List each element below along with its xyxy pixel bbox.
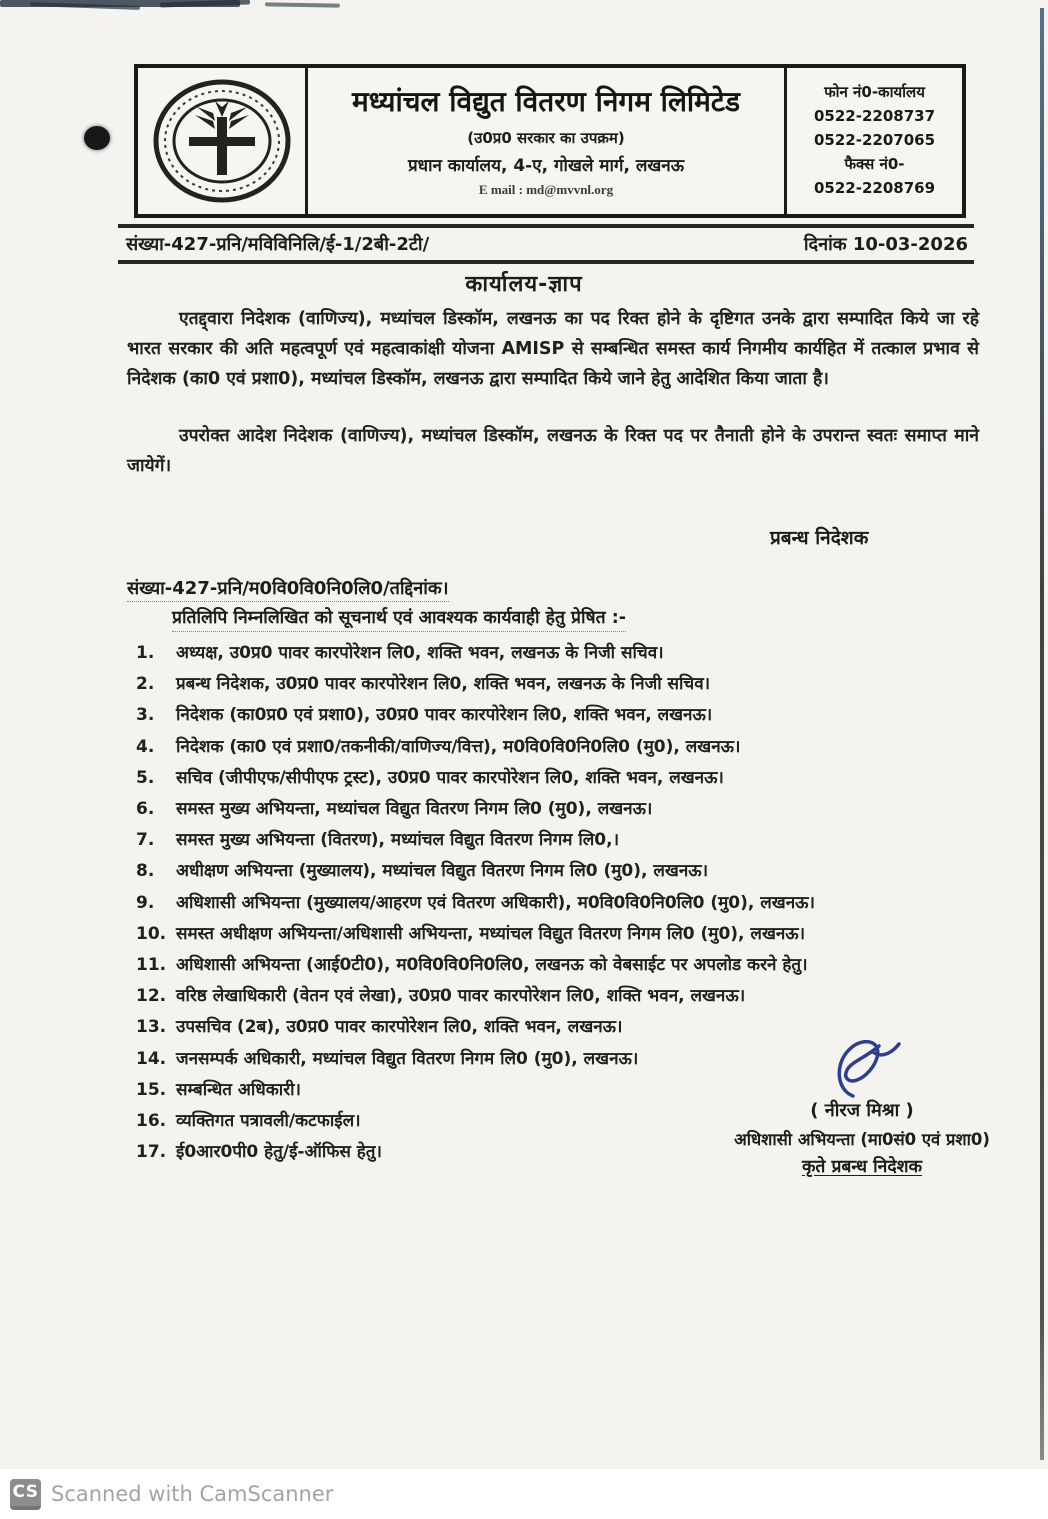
camscanner-badge-icon: CS	[10, 1479, 41, 1510]
signatory-name: ( नीरज मिश्रा )	[810, 1100, 914, 1121]
item-text: अध्यक्ष, उ0प्र0 पावर कारपोरेशन लि0, शक्ति भवन, लखनऊ के निजी सचिव।	[176, 643, 664, 663]
item-number: 11.	[136, 955, 167, 976]
item-text: समस्त मुख्य अभियन्ता, मध्यांचल विद्युत वितरण निगम लि0 (मु0), लखनऊ।	[176, 799, 653, 820]
item-text: अधिशासी अभियन्ता (मुख्यालय/आहरण एवं वितरण अधिकारी), म0वि0वि0नि0लि0 (मु0), लखनऊ।	[176, 892, 815, 913]
item-text: ई0आर0पी0 हेतु/ई-ऑफिस हेतु।	[176, 1142, 382, 1163]
org-subtitle: (उ0प्र0 सरकार का उपक्रम)	[467, 129, 625, 147]
item-number: 10.	[136, 923, 167, 944]
item-number: 6.	[136, 799, 155, 820]
fax-label: फैक्स नं0-	[844, 155, 905, 173]
item-text: प्रबन्ध निदेशक, उ0प्र0 पावर कारपोरेशन लि0, शक्ति भवन, लखनऊ के निजी सचिव।	[176, 674, 711, 695]
item-text: निदेशक (का0 एवं प्रशा0/तकनीकी/वाणिज्य/वित्त), म0वि0वि0नि0लि0 (मु0), लखनऊ।	[176, 736, 741, 757]
item-text: उपसचिव (2ब), उ0प्र0 पावर कारपोरेशन लि0, शक्ति भवन, लखनऊ।	[176, 1017, 623, 1038]
item-text: समस्त अधीक्षण अभियन्ता/अधिशासी अभियन्ता, मध्यांचल विद्युत वितरण निगम लि0 (मु0), लखनऊ।	[176, 923, 806, 944]
item-text: सचिव (जीपीएफ/सीपीएफ ट्रस्ट), उ0प्र0 पावर कारपोरेशन लि0, शक्ति भवन, लखनऊ।	[176, 767, 724, 788]
copy-item-9	[136, 888, 982, 919]
logo-cell	[138, 68, 308, 214]
phone-number-2: 0522-2207065	[813, 131, 936, 149]
org-name: मध्यांचल विद्युत वितरण निगम लिमिटेड	[351, 85, 741, 118]
item-text: अधिशासी अभियन्ता (आई0टी0), म0वि0वि0नि0लि0, लखनऊ को वेबसाईट पर अपलोड करने हेतु।	[176, 955, 808, 976]
memo-paragraph-2: उपरोक्त आदेश निदेशक (वाणिज्य), मध्यांचल डिस्कॉम, लखनऊ के रिक्त पद पर तैनाती होने के उपरान्त स्वतः समाप्त माने जायेगें।	[127, 426, 979, 476]
copy-intro: प्रतिलिपि निम्नलिखित को सूचनार्थ एवं आवश्यक कार्यवाही हेतु प्रेषित :-	[172, 605, 626, 632]
memo-paragraph-1: एतद्द्वारा निदेशक (वाणिज्य), मध्यांचल डिस्कॉम, लखनऊ का पद रिक्त होने के दृष्टिगत उनके द्वारा सम्पादित किये जा रहे भारत सरकार की अति महत्वपूर्ण एवं महत्वाकांक्षी योजना AMISP से सम्बन्धित समस्त कार्य निगमीय कार्यहित में तत्काल प्रभाव से निदेशक (का0 एवं प्रशा0), मध्यांचल डिस्कॉम, लखनऊ द्वारा सम्पादित किये जाने हेतु आदेशित किया जाता है।	[127, 309, 979, 389]
letterhead-center	[308, 68, 784, 214]
item-text: अधीक्षण अभियन्ता (मुख्यालय), मध्यांचल विद्युत वितरण निगम लि0 (मु0), लखनऊ।	[176, 861, 709, 882]
item-number: 15.	[136, 1079, 167, 1100]
item-number: 2.	[136, 674, 155, 695]
signatory-designation: अधिशासी अभियन्ता (मा0सं0 एवं प्रशा0)	[734, 1130, 990, 1149]
copy-item-3	[136, 700, 982, 731]
copy-item-8	[136, 856, 982, 887]
mvvnl-seal-icon	[151, 77, 293, 205]
item-number: 1.	[136, 643, 155, 663]
item-number: 14.	[136, 1048, 167, 1069]
copy-item-7	[136, 825, 982, 856]
org-address: प्रधान कार्यालय, 4-ए, गोखले मार्ग, लखनऊ	[407, 156, 685, 176]
item-number: 7.	[136, 830, 155, 851]
signature-block	[734, 1032, 990, 1178]
copy-item-12	[136, 981, 982, 1012]
letterhead	[134, 64, 966, 218]
copy-item-2	[136, 669, 982, 700]
scan-edge-shadow	[1040, 8, 1044, 1460]
item-text: निदेशक (का0प्र0 एवं प्रशा0), उ0प्र0 पावर कारपोरेशन लि0, शक्ति भवन, लखनऊ।	[176, 705, 713, 726]
copy-item-11	[136, 950, 982, 981]
signatory-for-line: कृते प्रबन्ध निदेशक	[801, 1157, 923, 1177]
org-email: E mail : md@mvvnl.org	[478, 182, 614, 197]
item-number: 17.	[136, 1142, 167, 1163]
item-number: 12.	[136, 986, 167, 1007]
item-text: वरिष्ठ लेखाधिकारी (वेतन एवं लेखा), उ0प्र0 पावर कारपोरेशन लि0, शक्ति भवन, लखनऊ।	[176, 986, 746, 1007]
phone-title: फोन नं0-कार्यालय	[824, 83, 925, 101]
camscanner-text: Scanned with CamScanner	[51, 1482, 334, 1506]
item-number: 16.	[136, 1111, 167, 1132]
item-number: 8.	[136, 861, 155, 882]
item-text: सम्बन्धित अधिकारी।	[176, 1079, 302, 1100]
item-text: जनसम्पर्क अधिकारी, मध्यांचल विद्युत वितरण निगम लि0 (मु0), लखनऊ।	[176, 1048, 639, 1069]
scan-artifact	[265, 2, 340, 7]
reference-date: दिनांक 10-03-2026	[803, 234, 968, 255]
ink-signature-icon	[807, 1032, 917, 1104]
item-number: 13.	[136, 1017, 167, 1038]
copy-item-5	[136, 763, 982, 794]
item-number: 3.	[136, 705, 155, 726]
copy-reference: संख्या-427-प्रनि/म0वि0वि0नि0लि0/तद्दिनांक।	[127, 576, 449, 602]
item-text: समस्त मुख्य अभियन्ता (वितरण), मध्यांचल विद्युत वितरण निगम लि0,।	[176, 830, 620, 851]
md-signatory: प्रबन्ध निदेशक	[770, 527, 869, 549]
punch-hole-mark	[84, 126, 110, 150]
copy-item-4	[136, 732, 982, 763]
phone-number-1: 0522-2208737	[813, 107, 936, 125]
reference-bar	[118, 224, 974, 264]
item-text: व्यक्तिगत पत्रावली/कटफाईल।	[176, 1111, 361, 1132]
camscanner-footer	[0, 1469, 1048, 1519]
item-number: 4.	[136, 736, 155, 757]
copy-item-6	[136, 794, 982, 825]
memo-title: कार्यालय-ज्ञाप	[465, 272, 583, 297]
item-number: 9.	[136, 892, 155, 913]
copy-item-10	[136, 919, 982, 950]
item-number: 5.	[136, 767, 155, 788]
copy-item-1	[136, 638, 982, 669]
letterhead-phone	[784, 68, 962, 214]
reference-number: संख्या-427-प्रनि/मविविनिलि/ई-1/2बी-2टी/	[126, 234, 430, 255]
fax-number: 0522-2208769	[813, 179, 936, 197]
